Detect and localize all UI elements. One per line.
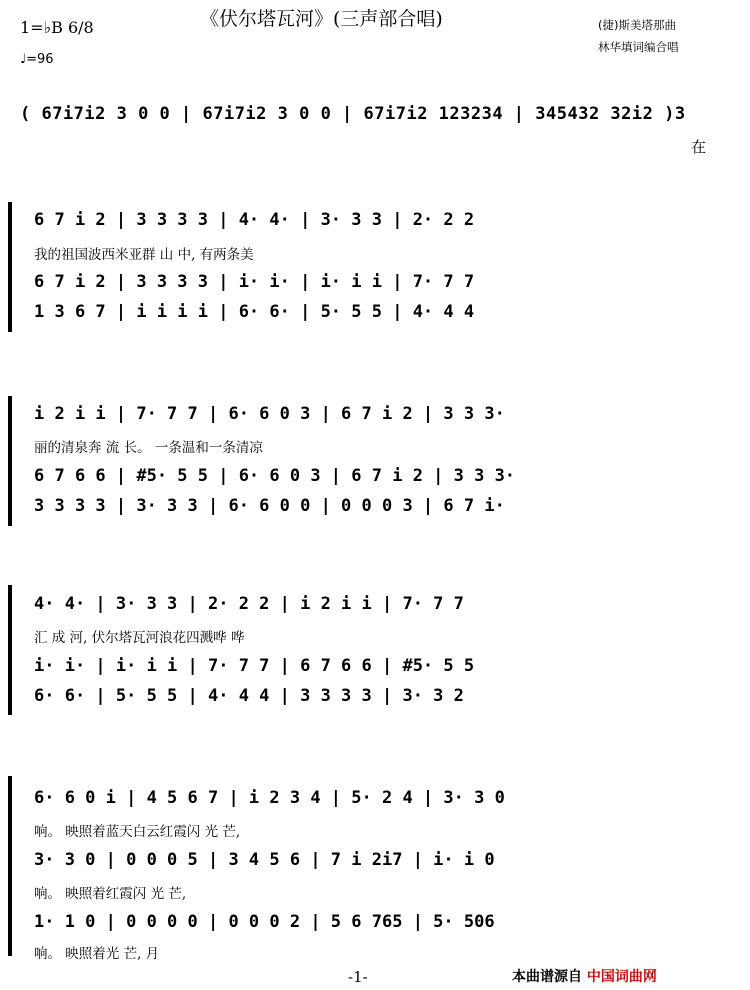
system-brace — [8, 585, 12, 715]
page-number: -1- — [348, 968, 368, 986]
voice-1-notes: 6· 6 0 i | 4 5 6 7 | i 2 3 4 | 5· 2 4 | 3· 3 0 — [34, 788, 505, 808]
voice-2-lyric: 响。 映照着红霞闪 光 芒, — [34, 886, 187, 902]
voice-1-notes: 4· 4· | 3· 3 3 | 2· 2 2 | i 2 i i | 7· 7 7 — [34, 594, 464, 614]
intro-lyric: 在 — [691, 138, 707, 156]
composer-line: (捷)斯美塔那曲 — [598, 18, 676, 32]
voice-1-lyric: 我的祖国波西米亚群 山 中, 有两条美 — [34, 247, 254, 263]
voice-2-notes: 6 7 6 6 | #5· 5 5 | 6· 6 0 3 | 6 7 i 2 | 3 3 3· — [34, 466, 516, 486]
score-title: 《伏尔塔瓦河》(三声部合唱) — [200, 8, 443, 30]
voice-1-notes: 6 7 i 2 | 3 3 3 3 | 4· 4· | 3· 3 3 | 2· 2 2 — [34, 210, 475, 230]
voice-3-notes: 1· 1 0 | 0 0 0 0 | 0 0 0 2 | 5 6 765 | 5· 506 — [34, 912, 495, 932]
voice-3-notes: 3 3 3 3 | 3· 3 3 | 6· 6 0 0 | 0 0 0 3 | 6 7 i· — [34, 496, 505, 516]
system-brace — [8, 776, 12, 956]
voice-2-notes: 3· 3 0 | 0 0 0 5 | 3 4 5 6 | 7 i 2i7 | i· i 0 — [34, 850, 495, 870]
tempo-marking: ♩=96 — [20, 52, 54, 67]
voice-3-lyric: 响。 映照着光 芒, 月 — [34, 946, 160, 962]
voice-2-notes: 6 7 i 2 | 3 3 3 3 | i· i· | i· i i | 7· 7 7 — [34, 272, 475, 292]
voice-3-notes: 1 3 6 7 | i i i i | 6· 6· | 5· 5 5 | 4· 4 4 — [34, 302, 475, 322]
voice-3-notes: 6· 6· | 5· 5 5 | 4· 4 4 | 3 3 3 3 | 3· 3 2 — [34, 686, 464, 706]
system-brace — [8, 396, 12, 526]
arranger-line: 林华填词编合唱 — [598, 40, 679, 54]
composer-credit — [598, 14, 679, 58]
intro-notes: ( 67i7i2 3 0 0 | 67i7i2 3 0 0 | 67i7i2 123234 | 345432 32i2 )3 — [20, 104, 686, 124]
source-site: 中国词曲网 — [586, 969, 657, 985]
source-prefix: 本曲谱源自 — [512, 969, 582, 985]
system-brace — [8, 202, 12, 332]
voice-1-lyric: 响。 映照着蓝天白云红霞闪 光 芒, — [34, 824, 241, 840]
source-credit — [512, 966, 657, 986]
voice-2-notes: i· i· | i· i i | 7· 7 7 | 6 7 6 6 | #5· 5 5 — [34, 656, 475, 676]
voice-1-lyric: 丽的清泉奔 流 长。 一条温和一条清凉 — [34, 440, 263, 456]
voice-1-notes: i 2 i i | 7· 7 7 | 6· 6 0 3 | 6 7 i 2 | 3 3 3· — [34, 404, 505, 424]
key-signature: 1=♭B 6/8 — [20, 18, 94, 37]
voice-1-lyric: 汇 成 河, 伏尔塔瓦河浪花四溅哗 哗 — [34, 630, 245, 646]
